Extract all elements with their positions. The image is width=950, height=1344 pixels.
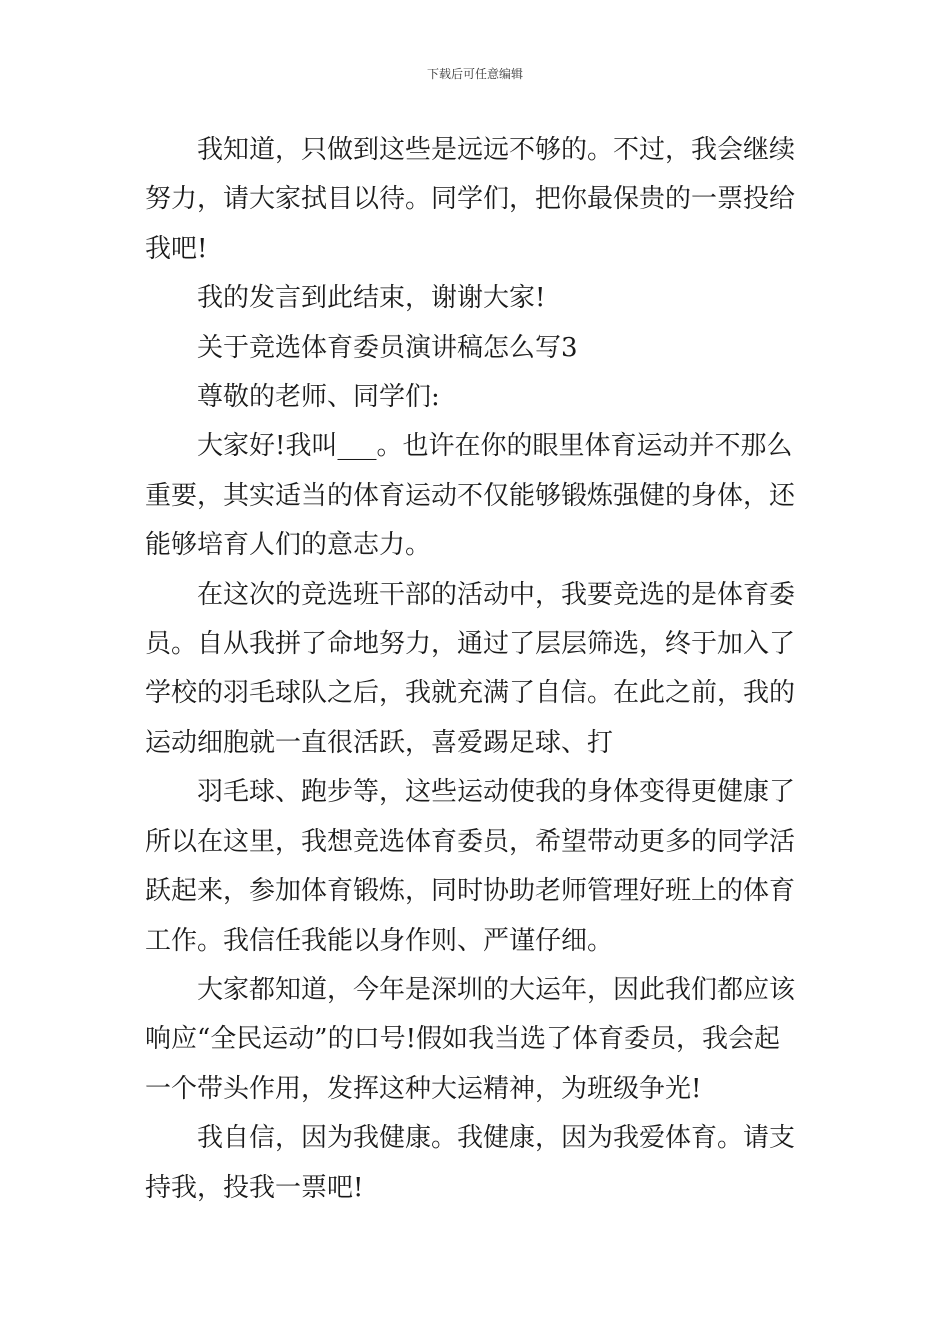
paragraph-line: 所以在这里，我想竞选体育委员，希望带动更多的同学活 <box>145 826 796 857</box>
paragraph-line: 我自信，因为我健康。我健康，因为我爱体育。请支 <box>197 1123 796 1154</box>
paragraph-line: 员。自从我拼了命地努力，通过了层层筛选，终于加入了 <box>145 629 796 660</box>
paragraph-line: 羽毛球、跑步等，这些运动使我的身体变得更健康了 <box>197 777 796 808</box>
paragraph-line: 运动细胞就一直很活跃，喜爱踢足球、打 <box>145 727 614 758</box>
paragraph-line: 努力，请大家拭目以待。同学们，把你最保贵的一票投给 <box>145 184 796 215</box>
paragraph-line: 学校的羽毛球队之后，我就充满了自信。在此之前，我的 <box>145 678 796 709</box>
paragraph-line: 大家都知道，今年是深圳的大运年，因此我们都应该 <box>197 974 796 1005</box>
paragraph-line: 重要，其实适当的体育运动不仅能够锻炼强健的身体，还 <box>145 480 796 511</box>
paragraph-line: 我的发言到此结束，谢谢大家! <box>197 283 546 314</box>
paragraph-line: 在这次的竞选班干部的活动中，我要竞选的是体育委 <box>197 579 796 610</box>
paragraph-line: 能够培育人们的意志力。 <box>145 530 432 561</box>
page-header: 下载后可任意编辑 <box>426 67 523 81</box>
paragraph-line: 响应“全民运动”的口号!假如我当选了体育委员，我会起 <box>145 1024 781 1055</box>
paragraph-line: 工作。我信任我能以身作则、严谨仔细。 <box>145 925 614 956</box>
paragraph-line: 我知道，只做到这些是远远不够的。不过，我会继续 <box>197 135 796 165</box>
paragraph-line: 一个带头作用，发挥这种大运精神，为班级争光! <box>145 1073 702 1104</box>
section-title: 关于竞选体育委员演讲稿怎么写3 <box>197 332 578 363</box>
paragraph-line: 持我，投我一票吧! <box>145 1172 364 1203</box>
paragraph-line: 大家好!我叫___。也许在你的眼里体育运动并不那么 <box>197 431 793 462</box>
paragraph-line: 我吧! <box>145 233 208 264</box>
salutation: 尊敬的老师、同学们: <box>197 382 440 413</box>
paragraph-line: 跃起来，参加体育锻炼，同时协助老师管理好班上的体育 <box>145 876 796 907</box>
document-body <box>145 126 807 1213</box>
